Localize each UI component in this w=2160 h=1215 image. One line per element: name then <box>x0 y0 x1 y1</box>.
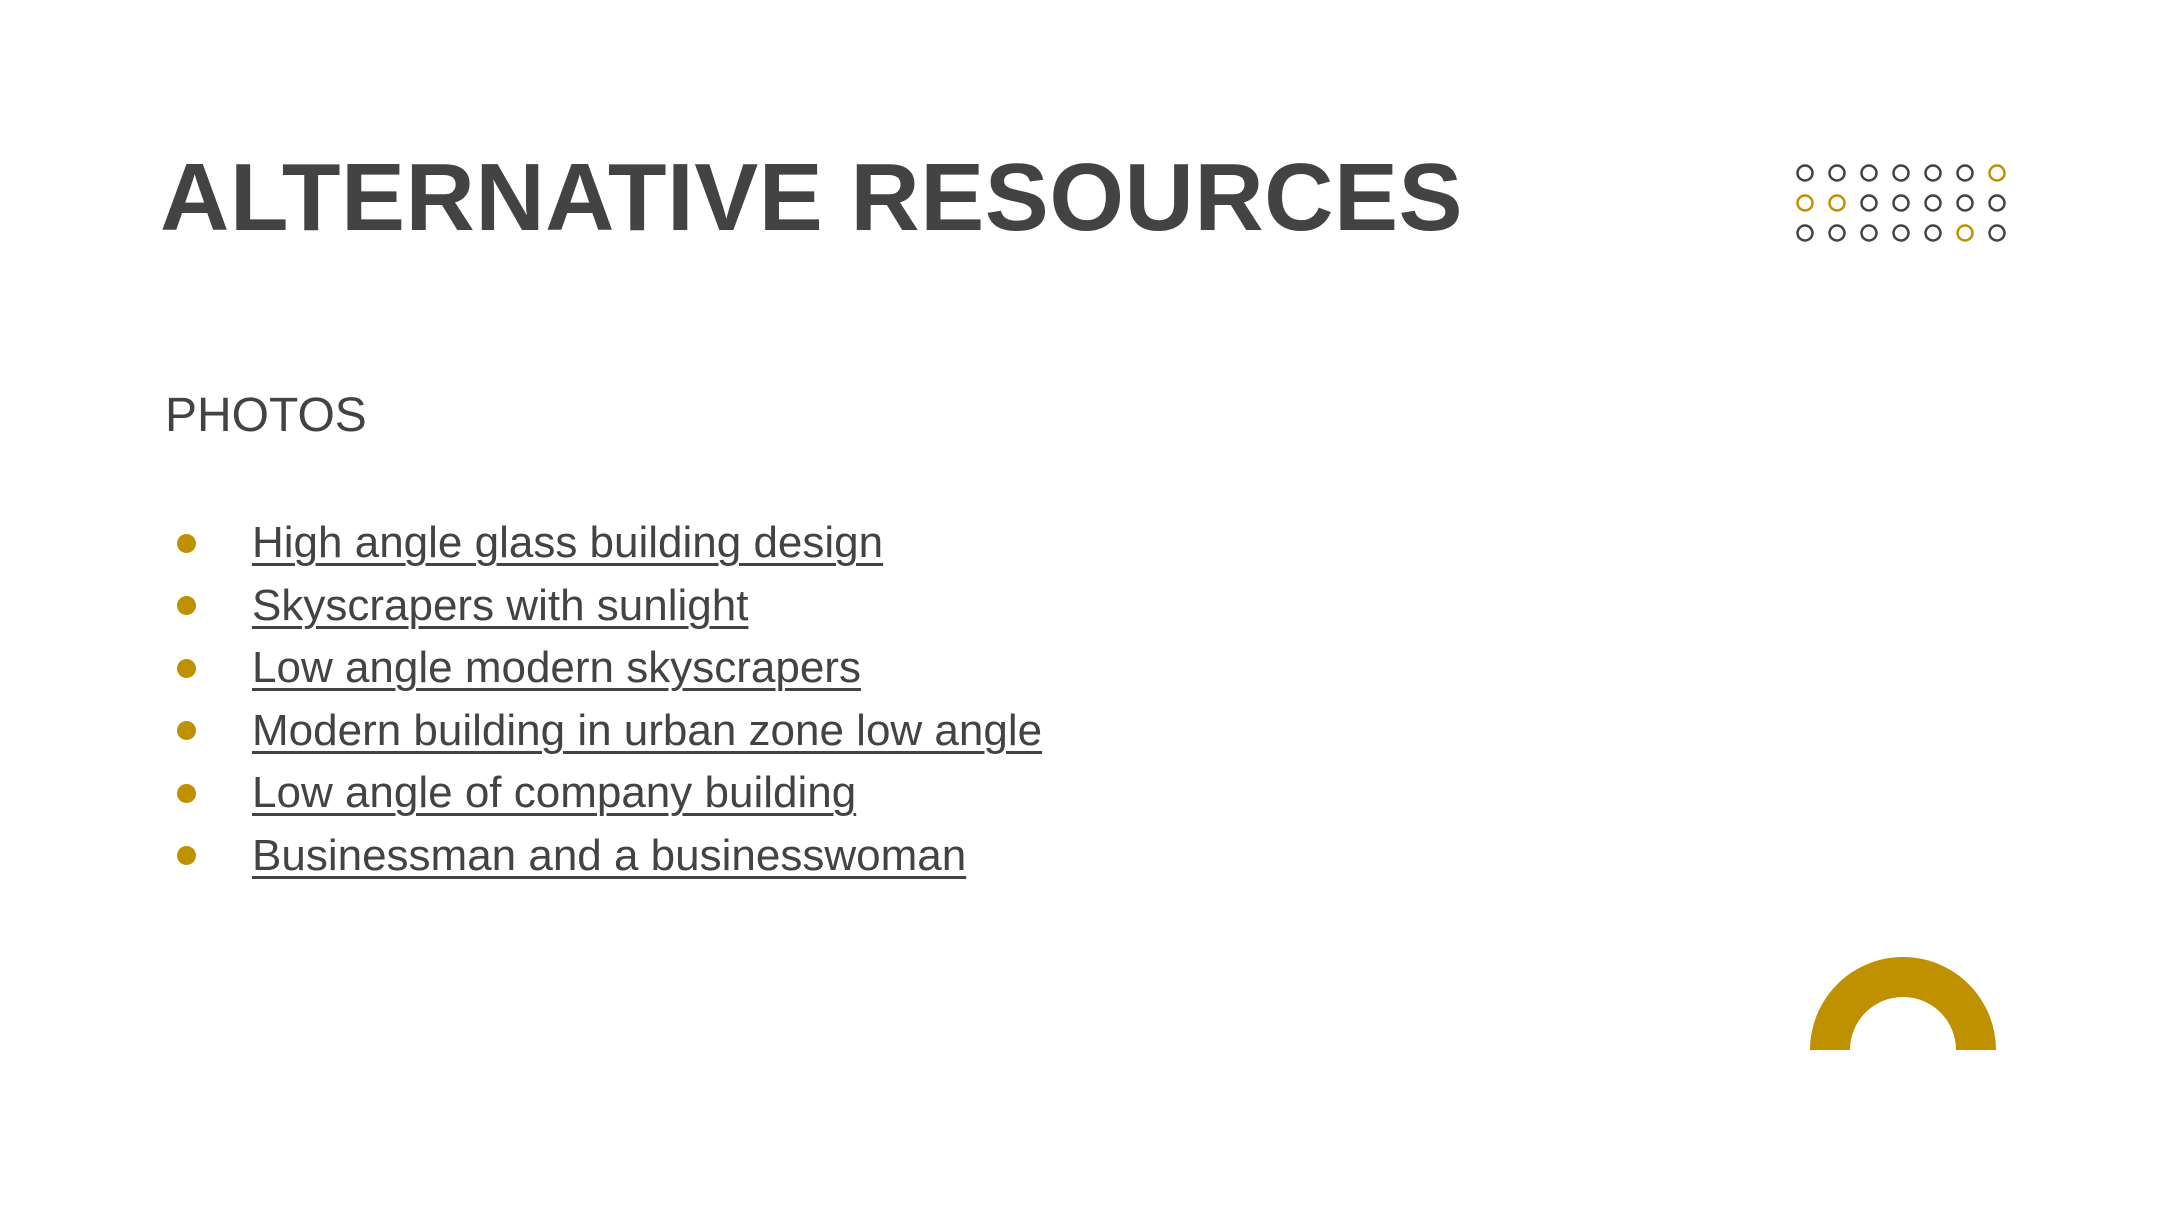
grid-dot <box>1958 166 1973 181</box>
circle-grid-icon <box>1795 163 2015 245</box>
grid-dot <box>1926 196 1941 211</box>
resource-link-6[interactable]: Businessman and a businesswoman <box>252 830 967 880</box>
grid-dot <box>1990 196 2005 211</box>
half-ring-shape <box>1810 957 1996 1050</box>
grid-dot <box>1830 196 1845 211</box>
grid-dot <box>1862 196 1877 211</box>
grid-dot <box>1990 226 2005 241</box>
resource-link-list <box>165 512 1042 887</box>
list-item <box>165 825 1042 888</box>
grid-dot <box>1926 166 1941 181</box>
list-item <box>165 700 1042 763</box>
grid-dot <box>1830 226 1845 241</box>
grid-dot <box>1798 196 1813 211</box>
list-item <box>165 575 1042 638</box>
grid-dot <box>1894 226 1909 241</box>
grid-dot <box>1862 166 1877 181</box>
grid-dot <box>1958 196 1973 211</box>
grid-dot <box>1958 226 1973 241</box>
half-ring-icon <box>1808 953 1998 1053</box>
section-label: PHOTOS <box>165 389 367 442</box>
grid-dot <box>1862 226 1877 241</box>
bullet-icon <box>177 784 196 803</box>
resource-link-1[interactable]: High angle glass building design <box>252 518 884 568</box>
resource-link-4[interactable]: Modern building in urban zone low angle <box>252 705 1043 755</box>
slide-title: ALTERNATIVE RESOURCES <box>160 144 1464 251</box>
grid-dot <box>1894 166 1909 181</box>
list-item <box>165 637 1042 700</box>
resource-link-3[interactable]: Low angle modern skyscrapers <box>252 643 861 693</box>
bullet-icon <box>177 721 196 740</box>
grid-dot <box>1926 226 1941 241</box>
grid-dot <box>1894 196 1909 211</box>
grid-dot <box>1798 166 1813 181</box>
bullet-icon <box>177 846 196 865</box>
grid-dot <box>1830 166 1845 181</box>
bullet-icon <box>177 534 196 553</box>
resource-link-2[interactable]: Skyscrapers with sunlight <box>252 580 749 630</box>
grid-dot <box>1990 166 2005 181</box>
list-item <box>165 512 1042 575</box>
grid-dot <box>1798 226 1813 241</box>
bullet-icon <box>177 596 196 615</box>
list-item <box>165 762 1042 825</box>
bullet-icon <box>177 659 196 678</box>
resource-link-5[interactable]: Low angle of company building <box>252 768 857 818</box>
